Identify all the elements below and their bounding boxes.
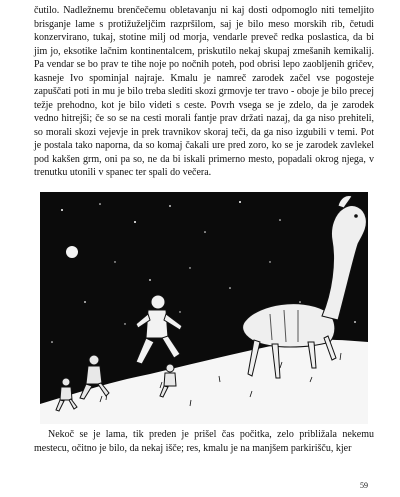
night-walk-illustration: [40, 192, 368, 424]
moon: [66, 246, 78, 258]
paragraph-top: čutilo. Nadležnemu brenčečemu obletavanju ni kaj dosti odpomoglo niti temeljito brisganje lame s protižuželjčim razpršilom, saj je bilo meso morskih rib, četudi konzervirano, tukaj, stotine milj od morja, vendarle preveč redka poslastica, da bi jim jo, eksotike lačnim kontinentalcem, priskutilo nekaj skupaj zmešanih kemikalij. Pa vendar se bo prav te tihe noje po nočnih poteh, pod obrisi lepo zaobljenih gričev, kasneje Ivo spominjal najraje. Kmalu je namreč zarodek začel vse pogosteje zapuščati poti in mu je bilo treba slediti skozi grmovje ter travo - oboje je bilo precej težje prehodno, kot je bilo videti s ceste. Povrh vsega se je zdelo, da je zarodek vedno hitrejši; če so se na cesti morali fantje prav držati nazaj, da ga niso prehiteli, so morali skozi vejevje in prek travnikov skoraj teči, da ga niso izgubili v temi. Pot je postala tako naporna, da so komaj čakali ure pred zoro, ko se je zarodek zavlekel pod kakšen grm, oni pa so, ne da bi iskali primerno mesto, popadali okrog njega, v trenutku utonili v spanec ter spali do večera.: [34, 5, 374, 178]
page-number: 59: [360, 481, 368, 490]
paragraph-bottom: Nekoč se je lama, tik preden je prišel čas počitka, zelo približala nekemu mestecu, očitno je bilo, da nekaj išče; res, kmalu je na manjšem parkirišču, kjer: [34, 429, 374, 454]
